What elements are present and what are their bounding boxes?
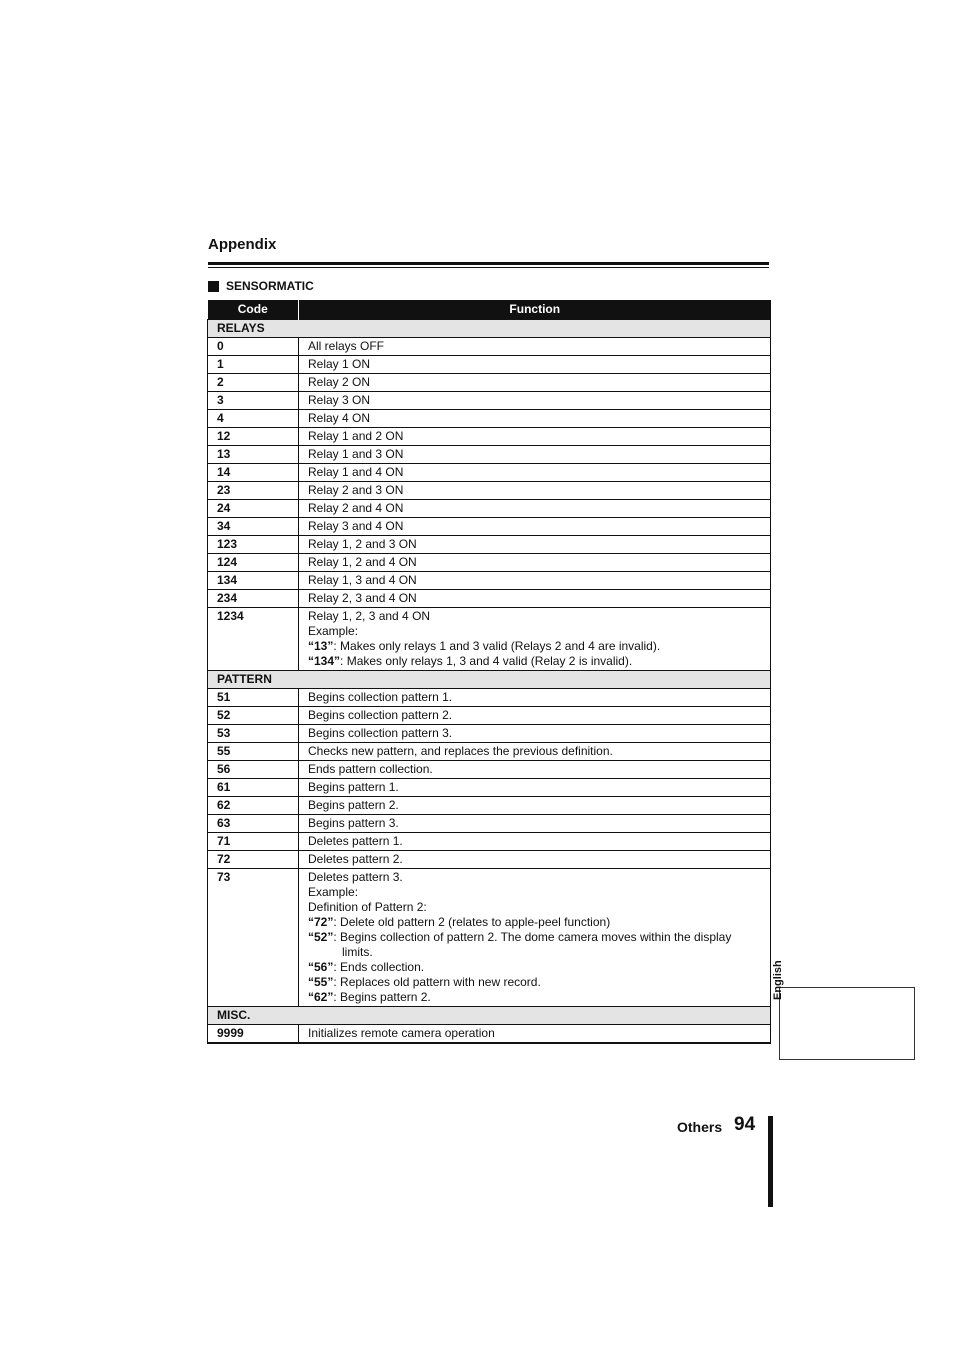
code-cell: 71	[208, 833, 299, 851]
group-label: PATTERN	[208, 671, 771, 689]
note-text: : Delete old pattern 2 (relates to apple-peel function)	[333, 915, 611, 929]
table-row	[208, 707, 771, 725]
function-text: Relay 2 ON	[308, 375, 371, 389]
function-text: Relay 2, 3 and 4 ON	[308, 591, 417, 605]
function-cell	[299, 761, 771, 779]
group-row	[208, 320, 771, 338]
code-cell: 12	[208, 428, 299, 446]
table-row	[208, 869, 771, 1007]
note-line	[308, 900, 770, 915]
function-text: Relay 3 ON	[308, 393, 371, 407]
function-text: Deletes pattern 2.	[308, 852, 403, 866]
note-line	[308, 624, 770, 639]
function-cell	[299, 356, 771, 374]
header-function: Function	[299, 300, 771, 320]
code-cell: 124	[208, 554, 299, 572]
function-text: Relay 2 and 4 ON	[308, 501, 404, 515]
code-cell: 23	[208, 482, 299, 500]
title-rule-thick	[208, 262, 769, 265]
table-row	[208, 743, 771, 761]
code-cell: 56	[208, 761, 299, 779]
table-row	[208, 374, 771, 392]
note-code: “55”	[308, 975, 334, 989]
note-line	[308, 945, 770, 960]
table-body	[208, 320, 771, 1044]
function-text: Relay 1 and 2 ON	[308, 429, 404, 443]
function-text: Relay 3 and 4 ON	[308, 519, 404, 533]
table-row	[208, 392, 771, 410]
function-text: Relay 1, 2 and 4 ON	[308, 555, 417, 569]
note-code: “52”	[308, 930, 334, 944]
table-row	[208, 815, 771, 833]
function-cell	[299, 689, 771, 707]
note-text: : Replaces old pattern with new record.	[333, 975, 541, 989]
function-text: Initializes remote camera operation	[308, 1026, 495, 1040]
footer-bar	[768, 1116, 773, 1207]
group-row	[208, 671, 771, 689]
table-row	[208, 500, 771, 518]
note-code: “72”	[308, 915, 334, 929]
subsection-title: SENSORMATIC	[226, 279, 314, 293]
function-cell	[299, 590, 771, 608]
code-cell: 61	[208, 779, 299, 797]
note-text: : Begins pattern 2.	[333, 990, 431, 1004]
function-cell	[299, 833, 771, 851]
function-cell	[299, 743, 771, 761]
note-line	[308, 990, 770, 1005]
note-code: “62”	[308, 990, 334, 1004]
note-text: : Makes only relays 1, 3 and 4 valid (Relay 2 is invalid).	[340, 654, 633, 668]
function-text: Begins collection pattern 2.	[308, 708, 453, 722]
function-text: Begins pattern 2.	[308, 798, 399, 812]
note-line	[308, 930, 770, 945]
note-text: Example:	[308, 624, 359, 638]
note-text: Definition of Pattern 2:	[308, 900, 427, 914]
code-cell: 34	[208, 518, 299, 536]
table-row	[208, 1025, 771, 1044]
note-line	[308, 960, 770, 975]
code-cell: 9999	[208, 1025, 299, 1044]
table-row	[208, 608, 771, 671]
table-row	[208, 572, 771, 590]
note-text: : Makes only relays 1 and 3 valid (Relays 2 and 4 are invalid).	[333, 639, 661, 653]
table-row	[208, 428, 771, 446]
note-code: “134”	[308, 654, 341, 668]
code-table	[207, 300, 771, 1044]
function-cell	[299, 815, 771, 833]
function-text: Relay 2 and 3 ON	[308, 483, 404, 497]
note-code: “13”	[308, 639, 334, 653]
footer-chapter-label: Others	[677, 1119, 723, 1135]
code-cell: 14	[208, 464, 299, 482]
code-cell: 1	[208, 356, 299, 374]
group-label: MISC.	[208, 1007, 771, 1025]
function-cell	[299, 869, 771, 1007]
function-text: Begins collection pattern 3.	[308, 726, 453, 740]
function-cell	[299, 518, 771, 536]
note-text: : Ends collection.	[333, 960, 425, 974]
code-cell: 55	[208, 743, 299, 761]
note-code: “56”	[308, 960, 334, 974]
function-cell	[299, 554, 771, 572]
function-text: Begins pattern 1.	[308, 780, 399, 794]
function-cell	[299, 338, 771, 356]
table-row	[208, 356, 771, 374]
table-row	[208, 464, 771, 482]
code-cell: 2	[208, 374, 299, 392]
function-cell	[299, 572, 771, 590]
function-text: Relay 1 and 4 ON	[308, 465, 404, 479]
function-cell	[299, 536, 771, 554]
table-row	[208, 518, 771, 536]
function-text: Begins collection pattern 1.	[308, 690, 453, 704]
code-cell: 3	[208, 392, 299, 410]
code-cell: 53	[208, 725, 299, 743]
table-row	[208, 590, 771, 608]
function-cell	[299, 707, 771, 725]
function-text: Deletes pattern 3.	[308, 870, 403, 884]
table-row	[208, 779, 771, 797]
code-cell: 73	[208, 869, 299, 1007]
note-line	[308, 654, 770, 669]
language-tab-box	[779, 987, 915, 1060]
table-row	[208, 536, 771, 554]
note-line	[308, 915, 770, 930]
table-header-row	[208, 300, 771, 320]
code-cell: 51	[208, 689, 299, 707]
function-text: Deletes pattern 1.	[308, 834, 403, 848]
language-tab-label: English	[772, 960, 784, 1000]
code-cell: 52	[208, 707, 299, 725]
function-cell	[299, 392, 771, 410]
note-line	[308, 639, 770, 654]
function-text: Relay 1, 2 and 3 ON	[308, 537, 417, 551]
note-line	[308, 885, 770, 900]
subsection-heading	[208, 279, 314, 293]
function-cell	[299, 500, 771, 518]
function-text: Relay 4 ON	[308, 411, 371, 425]
table-row	[208, 554, 771, 572]
table-row	[208, 725, 771, 743]
table-row	[208, 851, 771, 869]
code-cell: 234	[208, 590, 299, 608]
function-text: Relay 1, 3 and 4 ON	[308, 573, 417, 587]
group-row	[208, 1007, 771, 1025]
table-row	[208, 689, 771, 707]
function-text: Relay 1 ON	[308, 357, 371, 371]
code-cell: 0	[208, 338, 299, 356]
function-cell	[299, 851, 771, 869]
page-number: 94	[734, 1114, 756, 1135]
function-cell	[299, 482, 771, 500]
code-cell: 24	[208, 500, 299, 518]
table-row	[208, 410, 771, 428]
function-text: Begins pattern 3.	[308, 816, 399, 830]
square-bullet-icon	[208, 281, 219, 292]
function-text: Checks new pattern, and replaces the previous definition.	[308, 744, 613, 758]
title-rule-thin	[208, 267, 769, 268]
function-text: All relays OFF	[308, 339, 385, 353]
code-cell: 13	[208, 446, 299, 464]
table-row	[208, 761, 771, 779]
table-row	[208, 482, 771, 500]
note-line	[308, 975, 770, 990]
table-row	[208, 338, 771, 356]
function-cell	[299, 464, 771, 482]
function-text: Relay 1 and 3 ON	[308, 447, 404, 461]
function-cell	[299, 608, 771, 671]
table-row	[208, 833, 771, 851]
note-text: Example:	[308, 885, 359, 899]
function-cell	[299, 428, 771, 446]
code-cell: 123	[208, 536, 299, 554]
code-cell: 63	[208, 815, 299, 833]
function-cell	[299, 1025, 771, 1044]
function-text: Ends pattern collection.	[308, 762, 433, 776]
function-cell	[299, 374, 771, 392]
function-text: Relay 1, 2, 3 and 4 ON	[308, 609, 431, 623]
function-cell	[299, 779, 771, 797]
note-text: limits.	[342, 945, 373, 959]
header-code: Code	[208, 300, 299, 320]
code-cell: 62	[208, 797, 299, 815]
function-cell	[299, 446, 771, 464]
code-cell: 1234	[208, 608, 299, 671]
function-cell	[299, 725, 771, 743]
function-cell	[299, 797, 771, 815]
table-row	[208, 797, 771, 815]
table-row	[208, 446, 771, 464]
group-label: RELAYS	[208, 320, 771, 338]
function-cell	[299, 410, 771, 428]
note-text: : Begins collection of pattern 2. The dome camera moves within the display	[333, 930, 732, 944]
code-cell: 72	[208, 851, 299, 869]
code-cell: 4	[208, 410, 299, 428]
code-cell: 134	[208, 572, 299, 590]
page-title: Appendix	[208, 236, 277, 253]
